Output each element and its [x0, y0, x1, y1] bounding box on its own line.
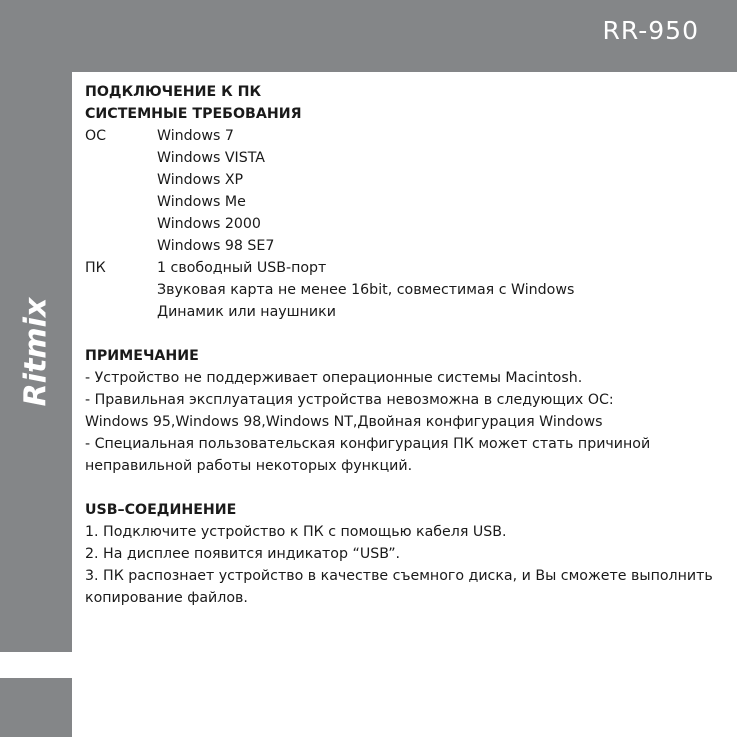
requirements-os: [85, 125, 725, 257]
usb-line: копирование файлов.: [85, 590, 248, 606]
os-item: Windows 7: [157, 128, 234, 144]
os-item: Windows Me: [157, 194, 246, 210]
header-bar: [0, 0, 737, 72]
pc-item: Звуковая карта не менее 16bit, совместимая с Windows: [157, 282, 575, 298]
os-item: Windows 2000: [157, 216, 261, 232]
usb-line: 3. ПК распознает устройство в качестве съемного диска, и Вы сможете выполнить: [85, 568, 713, 584]
spacer: [85, 477, 725, 499]
note-line: - Правильная эксплуатация устройства невозможна в следующих ОС:: [85, 392, 614, 408]
section-title-pc-connection: ПОДКЛЮЧЕНИЕ К ПК: [85, 84, 262, 100]
sidebar-lower: [0, 678, 72, 737]
os-item: Windows XP: [157, 172, 244, 188]
usb-line: 2. На дисплее появится индикатор “USB”.: [85, 546, 401, 562]
note-line: - Специальная пользовательская конфигурация ПК может стать причиной: [85, 436, 651, 452]
requirements-pc: [85, 257, 725, 323]
model-name: RR-950: [602, 16, 699, 45]
page-content: [85, 81, 725, 609]
note-line: Windows 95,Windows 98,Windows NT,Двойная конфигурация Windows: [85, 414, 603, 430]
usb-line: 1. Подключите устройство к ПК с помощью кабеля USB.: [85, 524, 507, 540]
note-line: - Устройство не поддерживает операционные системы Macintosh.: [85, 370, 583, 386]
note-line: неправильной работы некоторых функций.: [85, 458, 413, 474]
pc-item: Динамик или наушники: [157, 304, 336, 320]
section-title-usb: USB–СОЕДИНЕНИЕ: [85, 502, 237, 518]
os-list: [157, 125, 725, 257]
pc-item: 1 свободный USB-порт: [157, 260, 327, 276]
brand-logo: Ritmix: [18, 297, 54, 407]
pc-label: ПК: [85, 260, 106, 276]
section-title-requirements: СИСТЕМНЫЕ ТРЕБОВАНИЯ: [85, 106, 302, 122]
section-title-note: ПРИМЕЧАНИЕ: [85, 348, 199, 364]
pc-list: [157, 257, 725, 323]
spacer: [85, 323, 725, 345]
os-item: Windows 98 SE7: [157, 238, 275, 254]
os-item: Windows VISTA: [157, 150, 266, 166]
os-label: ОС: [85, 128, 107, 144]
